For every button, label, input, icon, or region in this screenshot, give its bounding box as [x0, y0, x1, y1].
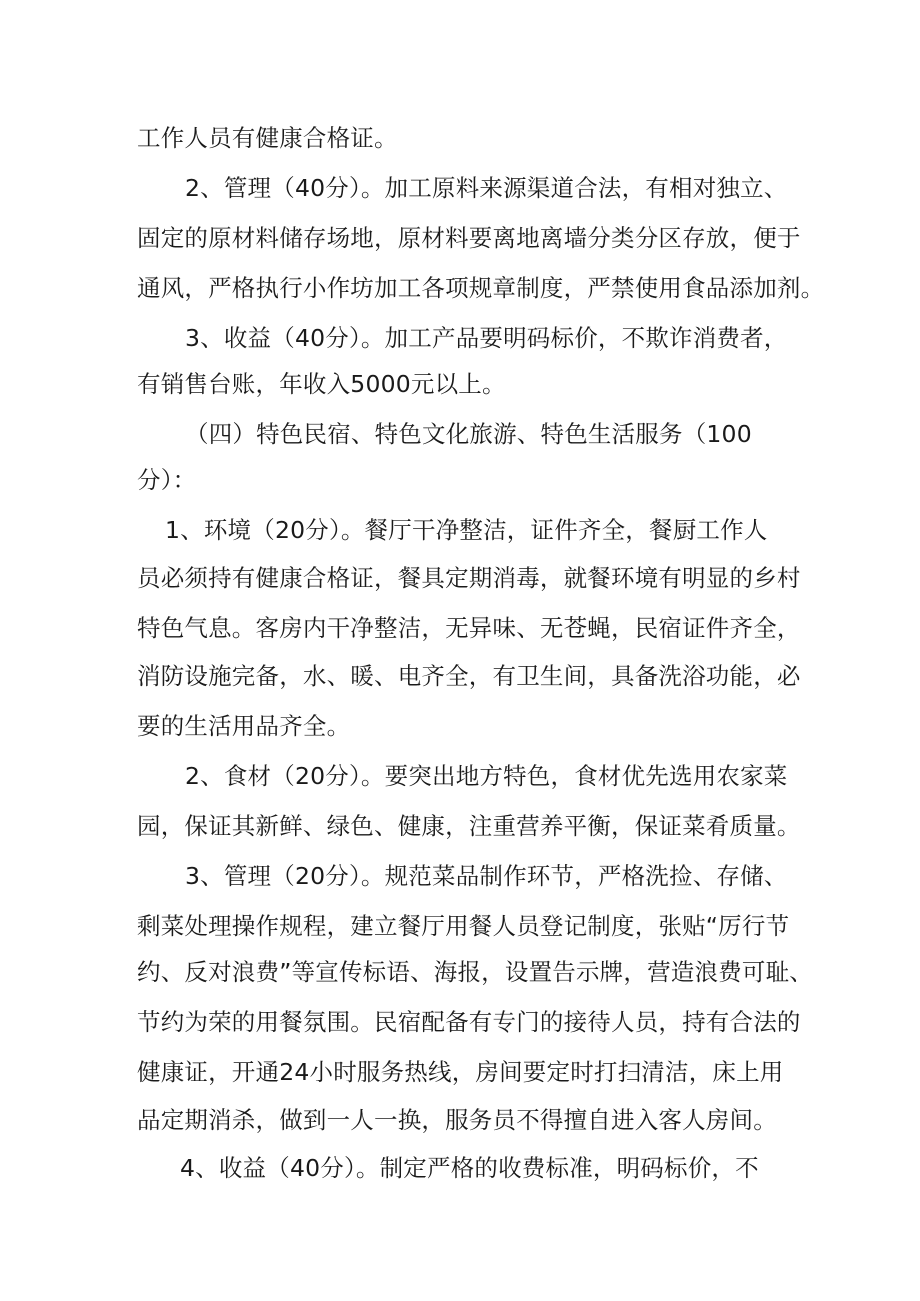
text-line: 2、管理（40分）。加工原料来源渠道合法，有相对独立、	[185, 174, 788, 202]
text-line: 2、食材（20分）。要突出地方特色，食材优先选用农家菜	[185, 762, 788, 790]
section-heading: （四）特色民宿、特色文化旅游、特色生活服务（100	[185, 420, 752, 448]
text-line: 固定的原材料储存场地，原材料要离地离墙分类分区存放，便于	[137, 224, 801, 252]
text-line: 剩菜处理操作规程，建立餐厅用餐人员登记制度，张贴“厉行节	[137, 912, 790, 940]
text-line: 健康证，开通24小时服务热线，房间要定时打扫清洁，床上用	[137, 1058, 784, 1086]
section-heading-cont: 分）：	[137, 466, 197, 494]
text-line: 特色气息。客房内干净整洁，无异味、无苍蝇，民宿证件齐全，	[137, 614, 801, 642]
text-line: 品定期消杀，做到一人一换，服务员不得擅自进入客人房间。	[137, 1106, 777, 1134]
text-line: 3、收益（40分）。加工产品要明码标价，不欺诈消费者，	[185, 324, 788, 352]
text-line: 消防设施完备，水、暖、电齐全，有卫生间，具备洗浴功能，必	[137, 662, 801, 690]
text-line: 有销售台账，年收入5000元以上。	[137, 370, 506, 398]
text-line: 通风，严格执行小作坊加工各项规章制度，严禁使用食品添加剂。	[137, 274, 825, 302]
text-line: 4、收益（40分）。制定严格的收费标准，明码标价，不	[180, 1154, 759, 1182]
text-line: 约、反对浪费”等宣传标语、海报，设置告示牌，营造浪费可耻、	[137, 958, 813, 986]
text-line: 要的生活用品齐全。	[137, 712, 351, 740]
text-line: 员必须持有健康合格证，餐具定期消毒，就餐环境有明显的乡村	[137, 564, 801, 592]
text-line: 3、管理（20分）。规范菜品制作环节，严格洗捡、存储、	[185, 862, 788, 890]
text-line: 1、环境（20分）。餐厅干净整洁，证件齐全，餐厨工作人	[165, 516, 768, 544]
text-line: 园，保证其新鲜、绿色、健康，注重营养平衡，保证菜肴质量。	[137, 812, 801, 840]
text-line: 节约为荣的用餐氛围。民宿配备有专门的接待人员，持有合法的	[137, 1008, 801, 1036]
text-line: 工作人员有健康合格证。	[137, 124, 398, 152]
